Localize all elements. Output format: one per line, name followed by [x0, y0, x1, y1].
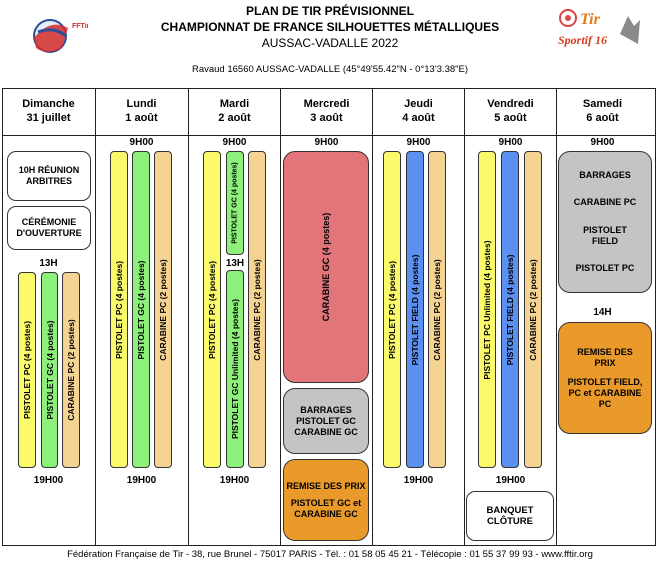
bar-label: PISTOLET GC (4 postes)	[44, 320, 55, 420]
day-date: 3 août	[310, 112, 343, 124]
bar-label: CARABINE PC (2 postes)	[252, 258, 262, 361]
bar-carabine-pc	[524, 151, 542, 468]
time-9h: 9H00	[406, 137, 431, 148]
bar-pistolet-pc	[18, 272, 36, 468]
bar-label: CARABINE PC (2 postes)	[158, 258, 168, 361]
bar-pistolet-pc-unlimited	[478, 151, 496, 468]
remise-title: REMISE DES PRIX	[577, 346, 633, 368]
svg-text:Tir: Tir	[580, 11, 600, 28]
bar-pistolet-pc	[110, 151, 128, 468]
bar-pistolet-gc-morning	[226, 151, 244, 255]
header-divider	[2, 135, 656, 136]
tir-sportif-16-logo	[552, 4, 642, 54]
svg-text:Sportif 16: Sportif 16	[558, 33, 608, 47]
day-header	[465, 97, 556, 125]
time-9h: 9H00	[129, 137, 154, 148]
day-name: Mercredi	[303, 98, 350, 110]
ceremonie-ouverture: CÉRÉMONIE D'OUVERTURE	[7, 206, 91, 250]
banquet-cloture: BANQUET CLÔTURE	[466, 491, 554, 541]
logo-right-text: Tir Sportif 16	[552, 4, 558, 5]
bar-pistolet-pc	[383, 151, 401, 468]
day-date: 4 août	[402, 112, 435, 124]
remise-title: REMISE DES PRIX	[286, 480, 366, 491]
bar-label: CARABINE PC (2 postes)	[432, 258, 442, 361]
reunion-arbitres: 10H RÉUNION ARBITRES	[7, 151, 91, 201]
bar-label: PISTOLET PC (4 postes)	[207, 260, 217, 359]
title-line1: PLAN DE TIR PRÉVISIONNEL	[245, 4, 415, 18]
time-19h: 19H00	[219, 475, 250, 486]
day-name: Jeudi	[404, 98, 433, 110]
time-9h: 9H00	[222, 137, 247, 148]
remise-detail: PISTOLET FIELD, PC et CARABINE PC	[567, 376, 643, 409]
day-header	[281, 97, 372, 125]
bar-label: PISTOLET PC (4 postes)	[387, 260, 397, 359]
day-header	[96, 97, 187, 125]
day-date: 1 août	[125, 112, 158, 124]
barrages-samedi	[558, 151, 652, 293]
bar-label: PISTOLET FIELD (4 postes)	[505, 254, 515, 365]
sam-carabine: CARABINE PC	[573, 197, 637, 208]
day-header	[3, 97, 94, 125]
time-13h: 13H	[39, 258, 58, 269]
time-19h: 19H00	[495, 475, 526, 486]
day-header	[557, 97, 648, 125]
col-divider	[280, 88, 281, 546]
bar-label: PISTOLET FIELD (4 postes)	[410, 254, 420, 365]
bar-pistolet-gc-unlimited	[226, 270, 244, 468]
bar-pistolet-field	[501, 151, 519, 468]
bar-label: CARABINE PC (2 postes)	[66, 319, 76, 421]
time-9h: 9H00	[498, 137, 523, 148]
bar-carabine-pc	[248, 151, 266, 468]
bar-label: PISTOLET GC Unlimited (4 postes)	[230, 298, 240, 440]
logo-left-text: FFTir	[72, 23, 88, 30]
sam-pistolet-pc: PISTOLET PC	[575, 262, 635, 273]
bar-pistolet-gc	[132, 151, 150, 468]
title-line2: CHAMPIONNAT DE FRANCE SILHOUETTES MÉTALLIQUES	[160, 20, 500, 34]
day-date: 5 août	[494, 112, 527, 124]
bar-label: PISTOLET PC (4 postes)	[114, 260, 124, 359]
title-line3: AUSSAC-VADALLE 2022	[261, 36, 399, 50]
time-19h: 19H00	[403, 475, 434, 486]
footer: Fédération Française de Tir - 38, rue Brunel - 75017 PARIS - Tél. : 01 58 05 45 21 - Télécopie : 01 55 37 99 93 - www.fftir.org	[67, 549, 593, 560]
day-name: Vendredi	[487, 98, 534, 110]
bar-label: CARABINE PC (2 postes)	[528, 258, 538, 361]
bar-pistolet-field	[406, 151, 424, 468]
day-date: 2 août	[218, 112, 251, 124]
day-header	[373, 97, 464, 125]
time-19h: 19H00	[126, 475, 157, 486]
time-9h: 9H00	[314, 137, 339, 148]
day-date: 31 juillet	[26, 112, 71, 124]
remise-detail: PISTOLET GC et CARABINE GC	[290, 497, 362, 519]
bar-label: PISTOLET GC (4 postes)	[136, 259, 146, 360]
sam-pistolet-field: PISTOLET FIELD	[583, 224, 627, 246]
bar-label: PISTOLET GC (4 postes)	[231, 162, 239, 244]
day-header	[189, 97, 280, 125]
bar-pistolet-gc	[41, 272, 58, 468]
barrages-mercredi: BARRAGES PISTOLET GC CARABINE GC	[283, 388, 369, 454]
fftir-logo	[28, 8, 88, 60]
time-19h: 19H00	[33, 475, 64, 486]
bar-label: PISTOLET PC Unlimited (4 postes)	[482, 239, 492, 380]
bar-label: CARABINE GC (4 postes)	[321, 212, 331, 322]
remise-prix-samedi	[558, 322, 652, 434]
time-14h: 14H	[593, 307, 612, 318]
day-name: Dimanche	[22, 98, 75, 110]
day-name: Lundi	[126, 98, 157, 110]
remise-prix-mercredi	[283, 459, 369, 541]
bar-carabine-pc	[428, 151, 446, 468]
day-date: 6 août	[586, 112, 619, 124]
bar-pistolet-pc	[203, 151, 221, 468]
time-13h: 13H	[225, 258, 245, 269]
day-name: Mardi	[219, 98, 250, 110]
bar-carabine-pc	[62, 272, 80, 468]
sam-barrages: BARRAGES	[579, 170, 631, 181]
bar-carabine-pc	[154, 151, 172, 468]
time-9h: 9H00	[590, 137, 615, 148]
day-name: Samedi	[582, 98, 623, 110]
bar-label: PISTOLET PC (4 postes)	[22, 320, 32, 420]
bar-carabine-gc	[283, 151, 369, 383]
location: Ravaud 16560 AUSSAC-VADALLE (45°49'55.42"N - 0°13'3.38"E)	[191, 64, 469, 75]
